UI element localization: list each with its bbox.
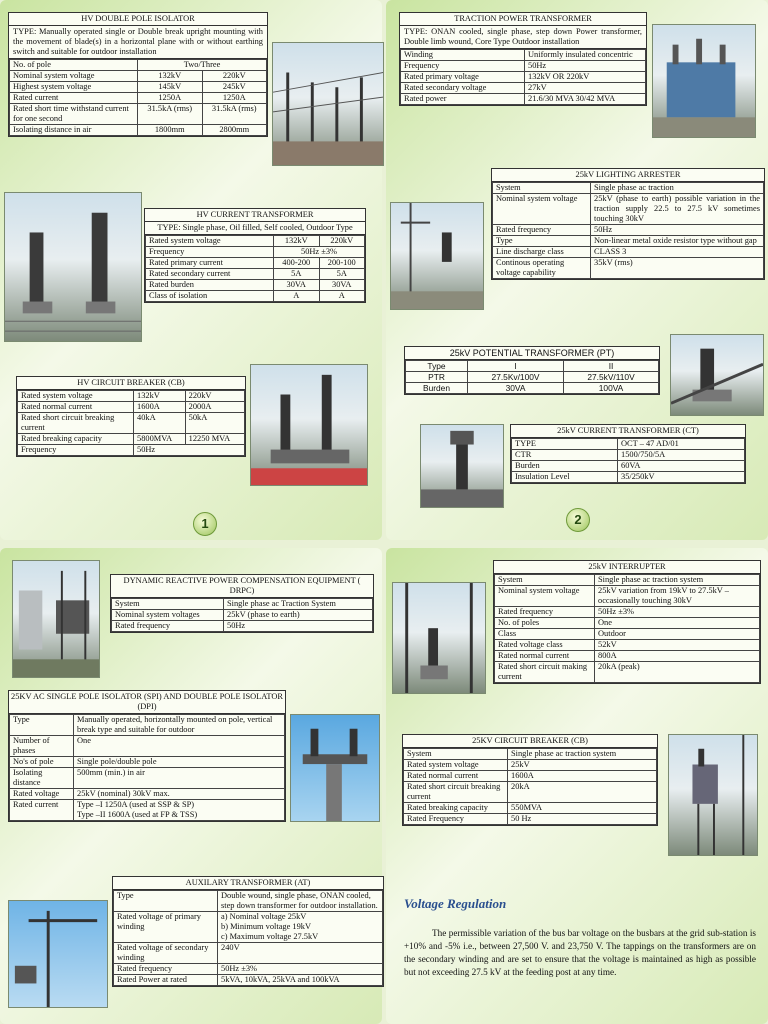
cell: 50Hz ±3%: [274, 247, 365, 258]
cell: 1600A: [134, 402, 186, 413]
cell: 400-200: [274, 258, 320, 269]
cell: Number of phases: [10, 736, 74, 757]
hv-ct-type: TYPE: Single phase, Oil filled, Self cooled, Outdoor Type: [145, 222, 365, 235]
lightning-arrester-photo: [390, 202, 484, 310]
cell: 1250A: [138, 93, 203, 104]
interrupter-title: 25kV INTERRUPTER: [494, 561, 760, 574]
hv-isolator-title: HV DOUBLE POLE ISOLATOR: [9, 13, 267, 26]
cell: 50kA: [185, 413, 244, 434]
pole-isolator-photo: [290, 714, 380, 822]
hv-ct-table: [144, 208, 366, 303]
cell: Rated frequency: [495, 607, 595, 618]
cell: 30VA: [274, 280, 320, 291]
cell: 145kV: [138, 82, 203, 93]
cell: Rated primary current: [146, 258, 274, 269]
cell: Rated system voltage: [146, 236, 274, 247]
cell: Rated current: [10, 800, 74, 821]
cell: 132kV: [138, 71, 203, 82]
spi-dpi-table: [8, 690, 286, 822]
cell: Rated short time withstand current for one second: [10, 104, 138, 125]
lightning-arrester-table: [491, 168, 765, 280]
cell: 2800mm: [202, 125, 267, 136]
spi-dpi-title: 25KV AC SINGLE POLE ISOLATOR (SPI) AND DOUBLE POLE ISOLATOR (DPI): [9, 691, 285, 714]
cell: 1500/750/5A: [618, 450, 745, 461]
cell: Burden: [512, 461, 618, 472]
cell: 800A: [595, 651, 760, 662]
auxiliary-transformer-photo: [8, 900, 108, 1008]
cell: PTR: [406, 372, 468, 383]
cell: 220kV: [202, 71, 267, 82]
cell: 245kV: [202, 82, 267, 93]
cell: Rated normal current: [495, 651, 595, 662]
interrupter-photo: [392, 582, 486, 694]
cell: Single pole/double pole: [74, 757, 285, 768]
drpc-title: DYNAMIC REACTIVE POWER COMPENSATION EQUIPMENT ( DRPC): [111, 575, 373, 598]
page-number-2: 2: [566, 508, 590, 532]
cell: Single phase ac Traction System: [224, 599, 373, 610]
cell: 132kV OR 220kV: [525, 72, 646, 83]
cell: Rated breaking capacity: [404, 803, 508, 814]
cell: 132kV: [134, 391, 186, 402]
cell: 31.5kA (rms): [138, 104, 203, 125]
cell: 1250A: [202, 93, 267, 104]
drpc-grid: [111, 598, 373, 632]
cell: Outdoor: [595, 629, 760, 640]
cell: 30VA: [468, 383, 564, 394]
traction-transformer-table: [399, 12, 647, 106]
cell: Continous operating voltage capability: [493, 258, 591, 279]
cell: Type: [114, 891, 218, 912]
drpc-table: [110, 574, 374, 633]
voltage-regulation-heading: Voltage Regulation: [404, 896, 507, 911]
cell: 35/250kV: [618, 472, 745, 483]
cell: 200-100: [319, 258, 365, 269]
auxiliary-transformer-table: [112, 876, 384, 987]
auxiliary-transformer-grid: [113, 890, 383, 986]
traction-transformer-photo: [652, 24, 756, 138]
cell: Non-linear metal oxide resistor type without gap: [591, 236, 764, 247]
circuit-breaker-25kv-title: 25KV CIRCUIT BREAKER (CB): [403, 735, 657, 748]
isolator-photo: [272, 42, 384, 166]
cell: 5A: [319, 269, 365, 280]
cell: 5800MVA: [134, 434, 186, 445]
cell: Rated current: [10, 93, 138, 104]
cell: Rated burden: [146, 280, 274, 291]
cell: 21.6/30 MVA 30/42 MVA: [525, 94, 646, 105]
cell: 40kA: [134, 413, 186, 434]
cell: 25kV: [508, 760, 657, 771]
circuit-breaker-photo: [250, 364, 368, 486]
cell: 240V: [218, 943, 383, 964]
potential-transformer-photo: [670, 334, 764, 416]
cell: Rated short circuit breaking current: [404, 782, 508, 803]
page-number-1: 1: [193, 512, 217, 536]
cell: 25kV variation from 19kV to 27.5kV – occasionally touching 30kV: [595, 586, 760, 607]
cell: No's of pole: [10, 757, 74, 768]
cell: Rated secondary voltage: [401, 83, 525, 94]
cell: Line discharge class: [493, 247, 591, 258]
cell: 1800mm: [138, 125, 203, 136]
current-transformer-25kv-table: [510, 424, 746, 484]
current-transformer-25kv-photo: [420, 424, 504, 508]
cell: Frequency: [401, 61, 525, 72]
cell: Rated voltage class: [495, 640, 595, 651]
lightning-arrester-grid: [492, 182, 764, 279]
cell: Rated normal current: [18, 402, 134, 413]
cell: II: [564, 361, 659, 372]
hv-isolator-table: [8, 12, 268, 137]
cell: Rated voltage of secondary winding: [114, 943, 218, 964]
cell: 20kA: [508, 782, 657, 803]
cell: 1600A: [508, 771, 657, 782]
cell: Winding: [401, 50, 525, 61]
cell: CTR: [512, 450, 618, 461]
cell: 12250 MVA: [185, 434, 244, 445]
hv-ct-grid: [145, 235, 365, 302]
cell: 60VA: [618, 461, 745, 472]
cell: No. of poles: [495, 618, 595, 629]
circuit-breaker-25kv-table: [402, 734, 658, 826]
cell: Rated frequency: [493, 225, 591, 236]
cell: Double wound, single phase, ONAN cooled, step down transformer for outdoor installation.: [218, 891, 383, 912]
cell: System: [404, 749, 508, 760]
circuit-breaker-25kv-grid: [403, 748, 657, 825]
auxiliary-transformer-title: AUXILARY TRANSFORMER (AT): [113, 877, 383, 890]
cell: 30VA: [319, 280, 365, 291]
lightning-arrester-title: 25kV LIGHTING ARRESTER: [492, 169, 764, 182]
cell: Rated short circuit making current: [495, 662, 595, 683]
cell: 50Hz: [224, 621, 373, 632]
hv-cb-grid: [17, 390, 245, 456]
cell: 500mm (min.) in air: [74, 768, 285, 789]
potential-transformer-title: 25kV POTENTIAL TRANSFORMER (PT): [405, 347, 659, 360]
cell: Rated normal current: [404, 771, 508, 782]
hv-isolator-type: TYPE: Manually operated single or Double break upright mounting with the movement of blade(s) in a horizontal plane with or without earthing switch and suitable for outdoor installation: [9, 26, 267, 59]
cell: Class of isolation: [146, 291, 274, 302]
cell: 50Hz ±3%: [595, 607, 760, 618]
hv-cb-title: HV CIRCUIT BREAKER (CB): [17, 377, 245, 390]
cell: Rated Frequency: [404, 814, 508, 825]
cell: Rated short circuit breaking current: [18, 413, 134, 434]
cell: No. of pole: [10, 60, 138, 71]
voltage-regulation-text: The permissible variation of the bus bar voltage on the busbars at the grid sub-station is +10% and -5% i.e., between 27,500 V. and 23,750 V. The tappings on the transformers are on the secondary winding and are set to ensure that the voltage is maintained as high as possible but not exceeding 27.5 kV at the feeding post at any time.: [404, 928, 756, 977]
cell: System: [495, 575, 595, 586]
cell: Type: [10, 715, 74, 736]
spi-dpi-grid: [9, 714, 285, 821]
hv-cb-table: [16, 376, 246, 457]
hv-ct-title: HV CURRENT TRANSFORMER: [145, 209, 365, 222]
cell: 27.5Kv/100V: [468, 372, 564, 383]
cell: 35kV (rms): [591, 258, 764, 279]
cell: Isolating distance in air: [10, 125, 138, 136]
cell: 100VA: [564, 383, 659, 394]
cell: Rated Power at rated: [114, 975, 218, 986]
cell: Type: [406, 361, 468, 372]
cell: Frequency: [146, 247, 274, 258]
cell: Burden: [406, 383, 468, 394]
cell: 52kV: [595, 640, 760, 651]
cell: CLASS 3: [591, 247, 764, 258]
potential-transformer-table: [404, 346, 660, 395]
interrupter-table: [493, 560, 761, 684]
cell: A: [274, 291, 320, 302]
traction-transformer-type: TYPE: ONAN cooled, single phase, step down Power transformer, Double limb wound, Core Type Outdoor installation: [400, 26, 646, 49]
cell: Rated system voltage: [404, 760, 508, 771]
cell: Rated frequency: [112, 621, 224, 632]
cell: Manually operated, horizontally mounted on pole, vertical break type and suitable for outdoor: [74, 715, 285, 736]
cell: 27kV: [525, 83, 646, 94]
cell: Type: [493, 236, 591, 247]
cell: Highest system voltage: [10, 82, 138, 93]
cell: System: [112, 599, 224, 610]
cell: 50Hz: [134, 445, 245, 456]
cell: Single phase ac traction system: [595, 575, 760, 586]
cell: 25kV (phase to earth): [224, 610, 373, 621]
cell: 2000A: [185, 402, 244, 413]
cell: 220kV: [185, 391, 244, 402]
circuit-breaker-25kv-photo: [668, 734, 758, 856]
cell: 5A: [274, 269, 320, 280]
current-transformer-25kv-title: 25kV CURRENT TRANSFORMER (CT): [511, 425, 745, 438]
cell: Frequency: [18, 445, 134, 456]
cell: System: [493, 183, 591, 194]
cell: 132kV: [274, 236, 320, 247]
cell: I: [468, 361, 564, 372]
cell: 27.5kV/110V: [564, 372, 659, 383]
cell: Rated voltage of primary winding: [114, 912, 218, 943]
cell: 50Hz: [525, 61, 646, 72]
current-transformer-25kv-grid: [511, 438, 745, 483]
cell: 550MVA: [508, 803, 657, 814]
cell: a) Nominal voltage 25kV b) Minimum voltage 19kV c) Maximum voltage 27.5kV: [218, 912, 383, 943]
traction-transformer-title: TRACTION POWER TRANSFORMER: [400, 13, 646, 26]
cell: Rated secondary current: [146, 269, 274, 280]
cell: 31.5kA (rms): [202, 104, 267, 125]
cell: Insulation Level: [512, 472, 618, 483]
cell: 5kVA, 10kVA, 25kVA and 100kVA: [218, 975, 383, 986]
cell: Rated power: [401, 94, 525, 105]
cell: OCT – 47 AD/01: [618, 439, 745, 450]
cell: TYPE: [512, 439, 618, 450]
cell: 25kV (phase to earth) possible variation in the traction supply 22.5 to 27.5 kV sometimes touching 30kV: [591, 194, 764, 225]
cell: Nominal system voltage: [10, 71, 138, 82]
interrupter-grid: [494, 574, 760, 683]
cell: Class: [495, 629, 595, 640]
cell: 25kV (nominal) 30kV max.: [74, 789, 285, 800]
cell: One: [74, 736, 285, 757]
cell: Type –I 1250A (used at SSP & SP) Type –II 1600A (used at FP & TSS): [74, 800, 285, 821]
cell: Rated breaking capacity: [18, 434, 134, 445]
cell: 50Hz: [591, 225, 764, 236]
current-transformer-photo: [4, 192, 142, 342]
drpc-photo: [12, 560, 100, 678]
cell: Single phase ac traction system: [508, 749, 657, 760]
cell: 50Hz ±3%: [218, 964, 383, 975]
cell: Uniformly insulated concentric: [525, 50, 646, 61]
cell: Nominal system voltage: [493, 194, 591, 225]
cell: A: [319, 291, 365, 302]
cell: Rated system voltage: [18, 391, 134, 402]
hv-isolator-grid: [9, 59, 267, 136]
cell: Isolating distance: [10, 768, 74, 789]
cell: Nominal system voltage: [495, 586, 595, 607]
cell: Nominal system voltages: [112, 610, 224, 621]
cell: One: [595, 618, 760, 629]
cell: Single phase ac traction: [591, 183, 764, 194]
traction-transformer-grid: [400, 49, 646, 105]
cell: 50 Hz: [508, 814, 657, 825]
cell: 20kA (peak): [595, 662, 760, 683]
cell: Two/Three: [138, 60, 267, 71]
cell: Rated voltage: [10, 789, 74, 800]
cell: Rated primary voltage: [401, 72, 525, 83]
potential-transformer-grid: [405, 360, 659, 394]
cell: 220kV: [319, 236, 365, 247]
cell: Rated frequency: [114, 964, 218, 975]
